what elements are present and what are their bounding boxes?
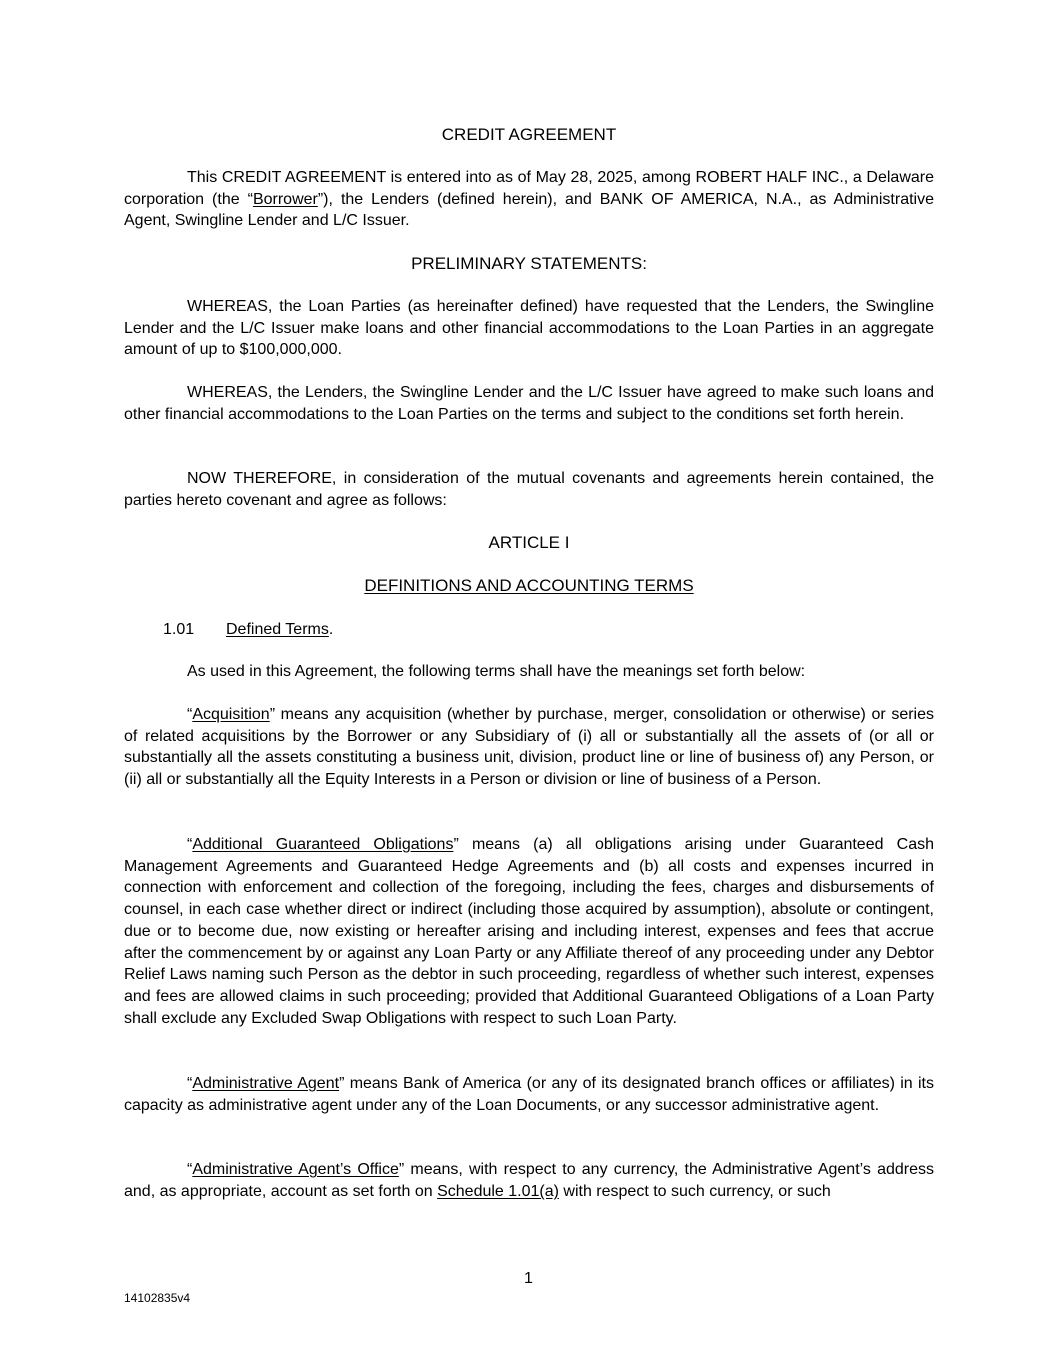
- article-heading: ARTICLE I: [488, 533, 570, 552]
- intro-paragraph: This CREDIT AGREEMENT is entered into as of May 28, 2025, among ROBERT HALF INC., a Delaware corporation (the “Borrower”), the Lenders (defined herein), and BANK OF AMERICA, N.A., as Administrative Agent, Swingline Lender and L/C Issuer.: [124, 169, 934, 230]
- definition-administrative-agent: “Administrative Agent” means Bank of America (or any of its designated branch offices or affiliates) in its capacity as administrative agent under any of the Loan Documents, or any successor administrative agent.: [124, 1075, 934, 1114]
- definition-additional-guaranteed-obligations: “Additional Guaranteed Obligations” means (a) all obligations arising under Guaranteed Cash Management Agreements and Guaranteed Hedge Agreements and (b) all costs and expenses incurred in connection with enforcement and collection of the foregoing, including the fees, charges and disbursements of counsel, in each case whether direct or indirect (including those acquired by assumption), absolute or contingent, due or to become due, now existing or hereafter arising and including interest, expenses and fees that accrue after the commencement by or against any Loan Party or any Affiliate thereof of any proceeding under any Debtor Relief Laws naming such Person as the debtor in such proceeding, regardless of whether such interest, expenses and fees are allowed claims in such proceeding; provided that Additional Guaranteed Obligations of a Loan Party shall exclude any Excluded Swap Obligations with respect to such Loan Party.: [124, 836, 935, 1027]
- preliminary-heading: PRELIMINARY STATEMENTS:: [411, 254, 647, 273]
- article-title: DEFINITIONS AND ACCOUNTING TERMS: [364, 576, 694, 595]
- whereas-paragraph-2: WHEREAS, the Lenders, the Swingline Lender and the L/C Issuer have agreed to make such loans and other financial accommodations to the Loan Parties on the terms and subject to the conditions set forth herein.: [124, 384, 934, 423]
- used-in-paragraph: As used in this Agreement, the following terms shall have the meanings set forth below:: [187, 663, 806, 680]
- section-heading: 1.01 Defined Terms.: [163, 619, 333, 641]
- section-title: Defined Terms: [226, 621, 329, 638]
- defined-term: Additional Guaranteed Obligations: [192, 836, 454, 853]
- defined-term: Administrative Agent: [192, 1075, 340, 1092]
- now-therefore-paragraph: NOW THEREFORE, in consideration of the mutual covenants and agreements herein contained, the parties hereto covenant and agree as follows:: [124, 470, 934, 509]
- defined-term: Borrower: [252, 190, 318, 208]
- schedule-reference: Schedule 1.01(a): [437, 1182, 559, 1200]
- defined-term: Acquisition: [192, 706, 270, 723]
- page-number: 1: [524, 1270, 533, 1287]
- document-id: 14102835v4: [124, 1291, 191, 1305]
- defined-term: Administrative Agent’s Office: [192, 1161, 399, 1178]
- definition-administrative-agents-office: “Administrative Agent’s Office” means, with respect to any currency, the Administrative Agent’s address and, as appropriate, account as set forth on Schedule 1.01(a) with respect to such currency, or such: [124, 1161, 935, 1200]
- definition-acquisition: “Acquisition” means any acquisition (whether by purchase, merger, consolidation or otherwise) or series of related acquisitions by the Borrower or any Subsidiary of (i) all or substantially all the assets of (or all or substantially all the assets constituting a business unit, division, product line or line of business of) any Person, or (ii) all or substantially all the Equity Interests in a Person or division or line of business of a Person.: [124, 706, 934, 789]
- document-title: CREDIT AGREEMENT: [441, 125, 617, 144]
- whereas-paragraph-1: WHEREAS, the Loan Parties (as hereinafter defined) have requested that the Lenders, the Swingline Lender and the L/C Issuer make loans and other financial accommodations to the Loan Parties in an aggregate amount of up to $100,000,000.: [124, 298, 934, 359]
- section-number: 1.01: [163, 621, 195, 638]
